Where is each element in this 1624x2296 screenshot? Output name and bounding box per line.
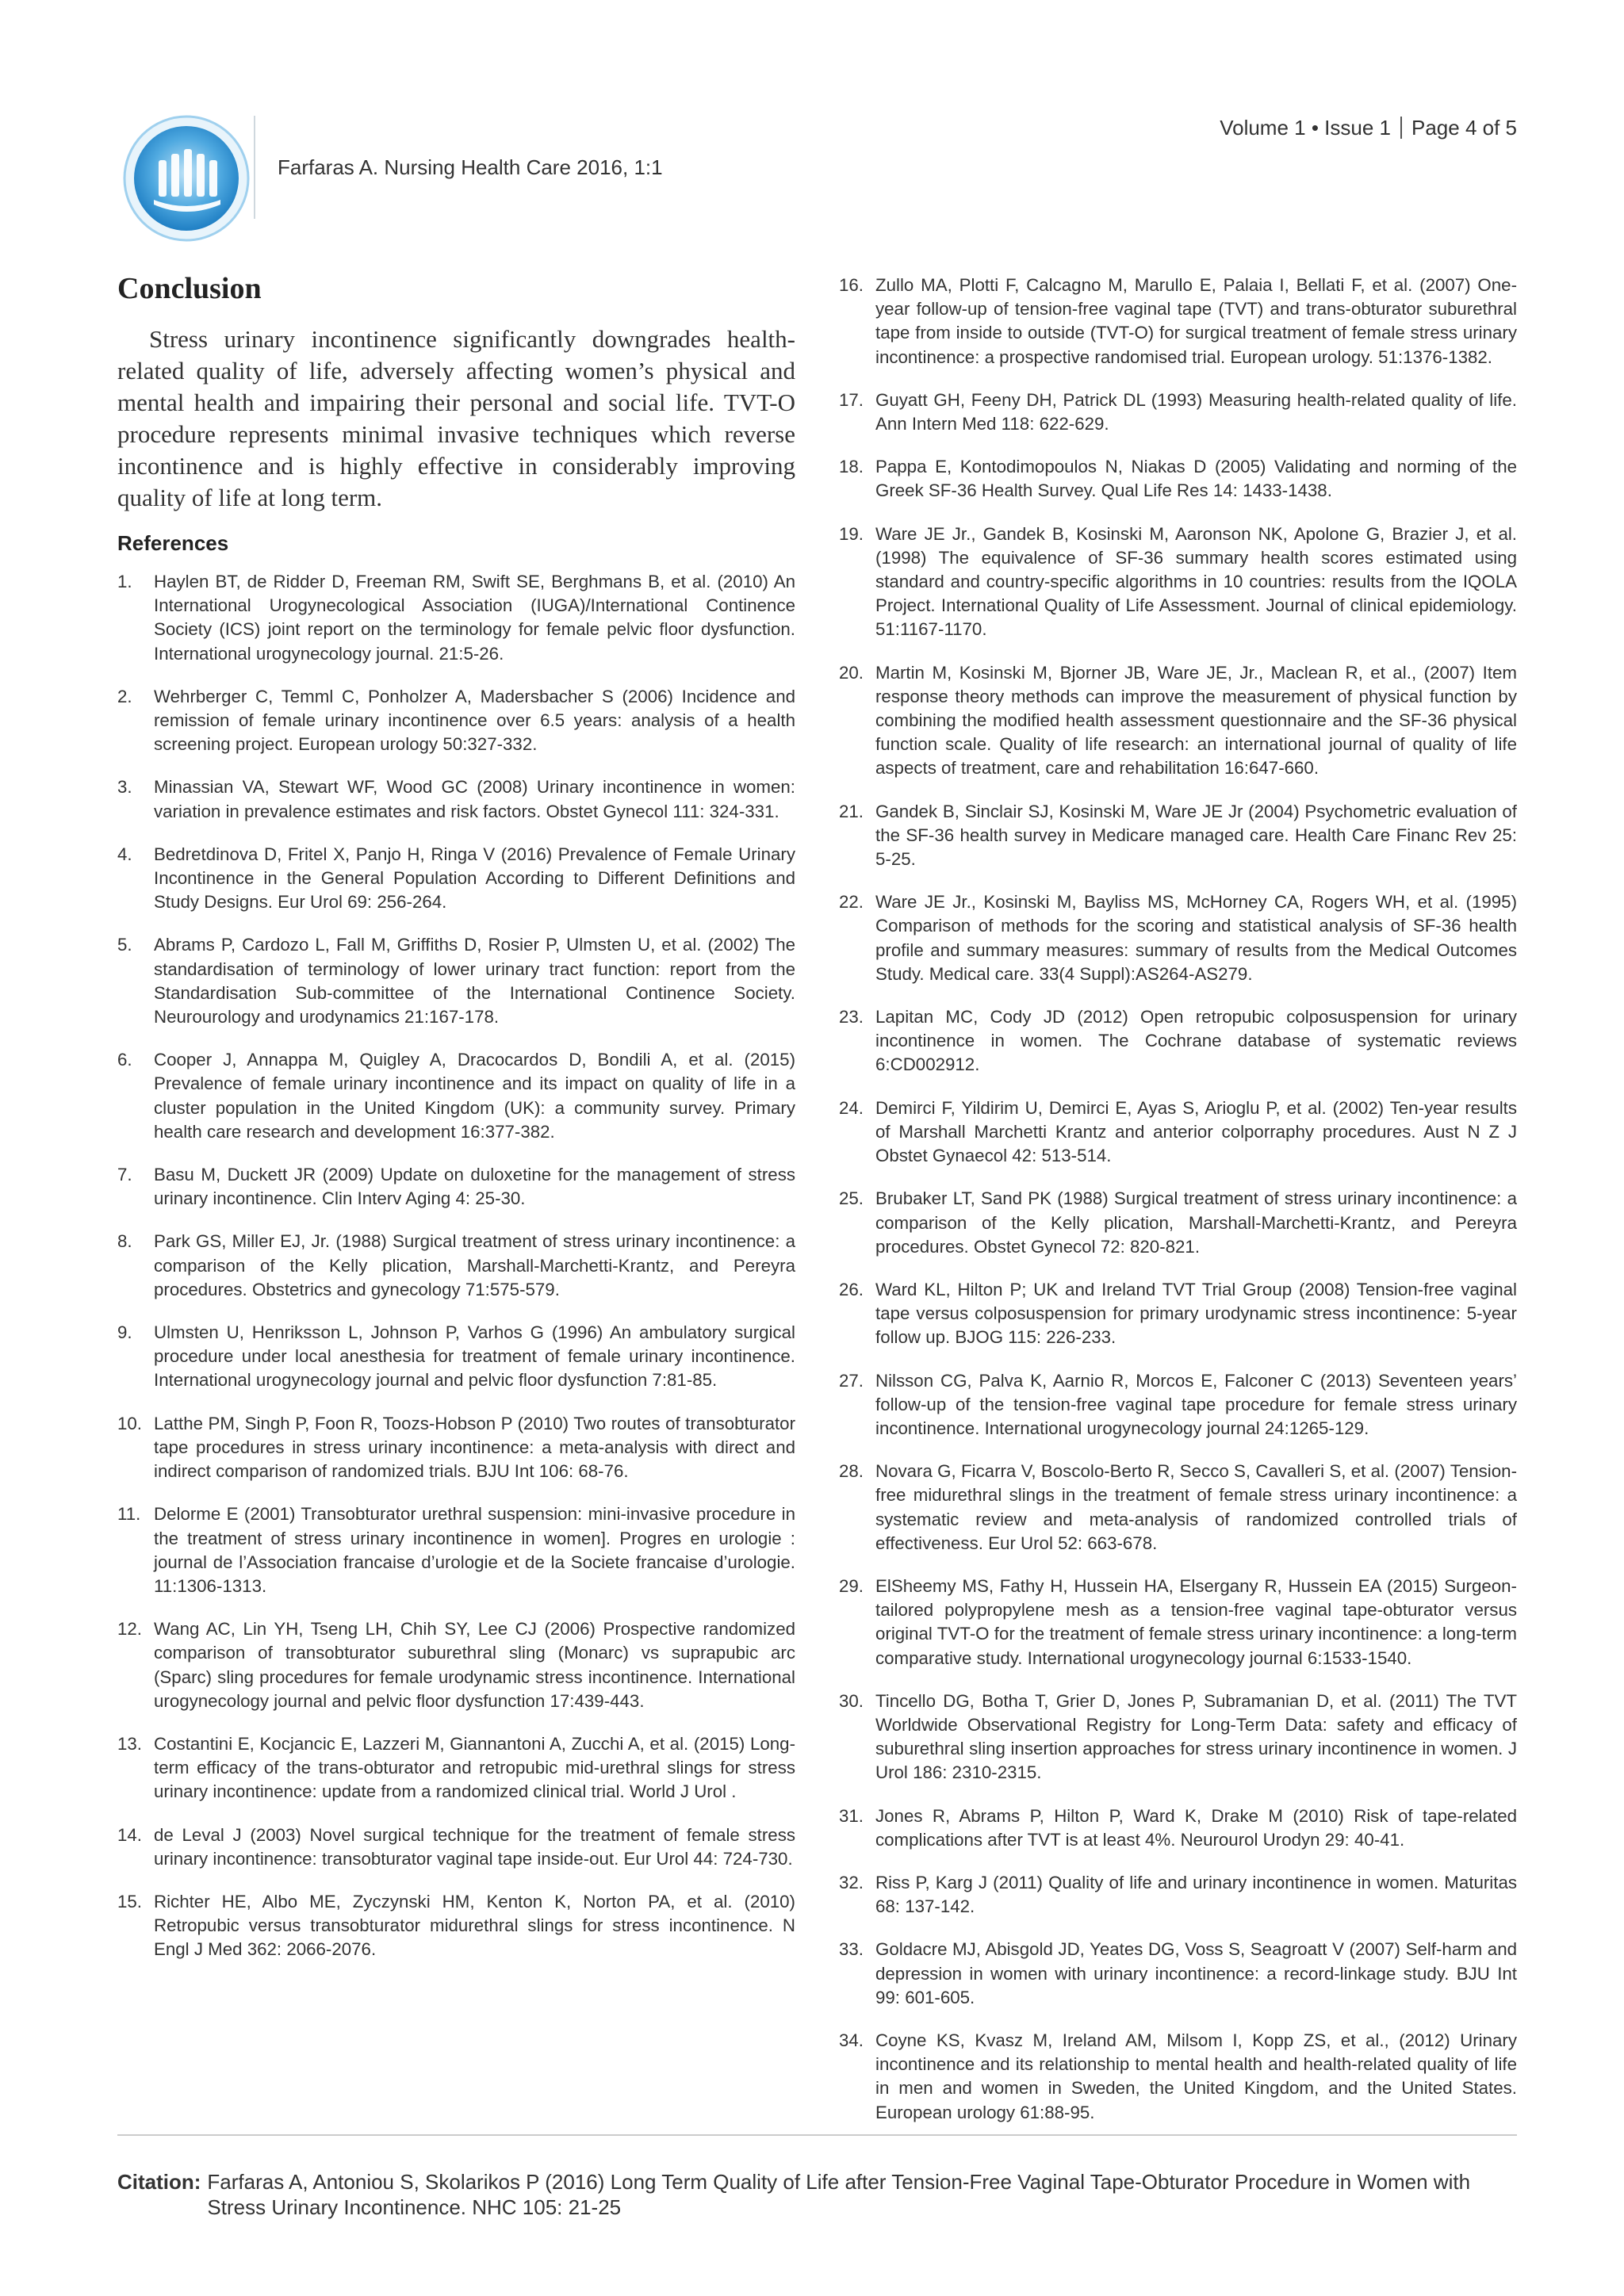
reference-item bbox=[839, 1278, 1517, 1350]
reference-number: 34. bbox=[839, 2030, 864, 2050]
reference-text: Minassian VA, Stewart WF, Wood GC (2008) Urinary incontinence in women: variation in prevalence estimates and risk factors. Obstet Gynecol 111: 324-331. bbox=[154, 777, 795, 821]
citation-label: Citation: bbox=[117, 2170, 201, 2194]
citation-footer bbox=[117, 2169, 1517, 2220]
reference-item bbox=[117, 1048, 795, 1144]
reference-number: 25. bbox=[839, 1188, 864, 1209]
reference-number: 4. bbox=[117, 844, 132, 864]
reference-number: 1. bbox=[117, 572, 132, 591]
reference-number: 18. bbox=[839, 457, 864, 477]
conclusion-heading: Conclusion bbox=[117, 272, 262, 305]
reference-text: Ware JE Jr., Gandek B, Kosinski M, Aaronson NK, Apolone G, Brazier J, et al. (1998) The equivalence of SF-36 summary health scores estimated using standard and country-specific algorithms in 10 countries: results from the IQOLA Project. International Quality of Life Assessment. Journal of clinical epidemiology. 51:1167-1170. bbox=[875, 523, 1517, 640]
reference-item bbox=[117, 685, 795, 757]
reference-number: 11. bbox=[117, 1504, 141, 1525]
reference-text: ElSheemy MS, Fathy H, Hussein HA, Elsergany R, Hussein EA (2015) Surgeon-tailored polypropylene mesh as a tension-free vaginal tape-obturator versus original TVT-O for the treatment of female stress urinary incontinence: a long-term comparative study. International urogynecology journal 6:1533-1540. bbox=[875, 1575, 1517, 1668]
reference-text: Abrams P, Cardozo L, Fall M, Griffiths D, Rosier P, Ulmsten U, et al. (2002) The standardisation of terminology of lower urinary tract function: report from the Standardisation Sub-committee of the International Continence Society. Neurourology and urodynamics 21:167-178. bbox=[154, 935, 795, 1027]
reference-number: 3. bbox=[117, 777, 132, 798]
reference-item bbox=[839, 1871, 1517, 1919]
journal-logo-icon bbox=[119, 111, 254, 246]
reference-number: 30. bbox=[839, 1690, 864, 1711]
reference-text: Haylen BT, de Ridder D, Freeman RM, Swift SE, Berghmans B, et al. (2010) An International Urogynecological Association (IUGA)/International Continence Society (ICS) joint report on the terminology for female pelvic floor dysfunction. International urogynecology journal. 21:5-26. bbox=[154, 572, 795, 664]
reference-text: Basu M, Duckett JR (2009) Update on duloxetine for the management of stress urinary incontinence. Clin Interv Aging 4: 25-30. bbox=[154, 1165, 795, 1209]
reference-number: 29. bbox=[839, 1575, 864, 1596]
reference-text: Gandek B, Sinclair SJ, Kosinski M, Ware JE Jr (2004) Psychometric evaluation of the SF-36 health survey in Medicare managed care. Health Care Financ Rev 25: 5-25. bbox=[875, 801, 1517, 870]
reference-item bbox=[839, 1689, 1517, 1785]
reference-item bbox=[117, 843, 795, 915]
reference-item bbox=[839, 1187, 1517, 1259]
reference-item bbox=[839, 1938, 1517, 2010]
reference-list-right bbox=[839, 274, 1517, 2125]
reference-item bbox=[117, 570, 795, 666]
reference-number: 28. bbox=[839, 1461, 864, 1482]
right-column bbox=[839, 274, 1517, 2144]
reference-item bbox=[117, 1230, 795, 1302]
reference-item bbox=[117, 1732, 795, 1804]
reference-item bbox=[839, 1096, 1517, 1169]
reference-item bbox=[117, 1823, 795, 1871]
reference-text: de Leval J (2003) Novel surgical technique for the treatment of female stress urinary incontinence: transobturator vaginal tape inside-out. Eur Urol 44: 724-730. bbox=[154, 1824, 795, 1869]
reference-text: Pappa E, Kontodimopoulos N, Niakas D (2005) Validating and norming of the Greek SF-36 Health Survey. Qual Life Res 14: 1433-1438. bbox=[875, 457, 1517, 501]
reference-number: 22. bbox=[839, 892, 864, 913]
reference-list-left bbox=[117, 570, 795, 1962]
issue-label: Volume 1 • Issue 1 bbox=[1220, 116, 1391, 140]
reference-number: 31. bbox=[839, 1805, 864, 1826]
issue-page-indicator bbox=[1220, 116, 1517, 140]
reference-number: 33. bbox=[839, 1939, 864, 1960]
reference-text: Cooper J, Annappa M, Quigley A, Dracocardos D, Bondili A, et al. (2015) Prevalence of female urinary incontinence and its impact on quality of life in a cluster population in the United Kingdom (UK): a community survey. Primary health care research and development 16:377-382. bbox=[154, 1050, 795, 1142]
reference-item bbox=[839, 455, 1517, 503]
reference-number: 21. bbox=[839, 801, 864, 821]
reference-text: Costantini E, Kocjancic E, Lazzeri M, Giannantoni A, Zucchi A, et al. (2015) Long-term efficacy of the trans-obturator and retropubic mid-urethral slings for stress urinary incontinence: update from a randomized clinical trial. World J Urol . bbox=[154, 1733, 795, 1802]
reference-text: Wehrberger C, Temml C, Ponholzer A, Madersbacher S (2006) Incidence and remission of female urinary incontinence over 6.5 years: analysis of a health screening project. European urology 50:327-332. bbox=[154, 686, 795, 755]
reference-item bbox=[839, 1575, 1517, 1670]
reference-text: Demirci F, Yildirim U, Demirci E, Ayas S, Arioglu P, et al. (2002) Ten-year results of Marshall Marchetti Krantz and anterior colporraphy procedures. Aust N Z J Obstet Gynaecol 42: 513-514. bbox=[875, 1097, 1517, 1166]
reference-item bbox=[839, 1005, 1517, 1077]
reference-item bbox=[839, 800, 1517, 872]
reference-item bbox=[839, 522, 1517, 642]
reference-number: 19. bbox=[839, 523, 864, 544]
reference-item bbox=[117, 1412, 795, 1484]
reference-text: Ware JE Jr., Kosinski M, Bayliss MS, McHorney CA, Rogers WH, et al. (1995) Comparison of methods for the scoring and statistical analysis of SF-36 health profile and summary measures: summary of results from the Medical Outcomes Study. Medical care. 33(4 Suppl):AS264-AS279. bbox=[875, 892, 1517, 984]
footer-divider bbox=[117, 2134, 1517, 2136]
conclusion-paragraph: Stress urinary incontinence significantly downgrades health-related quality of life, adversely affecting women’s physical and mental health and impairing their personal and social life. TVT-O procedure represents minimal invasive techniques which reverse incontinence and is highly effective in considerably improving quality of life at long term. bbox=[117, 325, 795, 511]
reference-text: Ward KL, Hilton P; UK and Ireland TVT Trial Group (2008) Tension-free vaginal tape versus colposuspension for primary urodynamic stress incontinence: 5-year follow up. BJOG 115: 226-233. bbox=[875, 1279, 1517, 1348]
reference-item bbox=[839, 890, 1517, 986]
left-column bbox=[117, 262, 795, 1981]
reference-number: 12. bbox=[117, 1619, 142, 1640]
reference-number: 5. bbox=[117, 935, 132, 955]
reference-item bbox=[839, 1804, 1517, 1852]
reference-text: Lapitan MC, Cody JD (2012) Open retropubic colposuspension for urinary incontinence in women. The Cochrane database of systematic reviews 6:CD002912. bbox=[875, 1007, 1517, 1075]
reference-number: 9. bbox=[117, 1322, 132, 1343]
reference-item bbox=[839, 274, 1517, 369]
reference-text: Jones R, Abrams P, Hilton P, Ward K, Drake M (2010) Risk of tape-related complications after TVT is at least 4%. Neurourol Urodyn 29: 40-41. bbox=[875, 1805, 1517, 1850]
reference-item bbox=[839, 2029, 1517, 2125]
reference-text: Coyne KS, Kvasz M, Ireland AM, Milsom I, Kopp ZS, et al., (2012) Urinary incontinence and its relationship to mental health and health-related quality of life in men and women in Sweden, the United Kingdom, and the United States. European urology 61:88-95. bbox=[875, 2030, 1517, 2122]
reference-text: Nilsson CG, Palva K, Aarnio R, Morcos E, Falconer C (2013) Seventeen years’ follow-up of the tension-free vaginal tape procedure for female stress urinary incontinence. International urogynecology journal 24:1265-129. bbox=[875, 1370, 1517, 1438]
reference-item bbox=[839, 1460, 1517, 1556]
reference-text: Latthe PM, Singh P, Foon R, Toozs-Hobson P (2010) Two routes of transobturator tape procedures in stress urinary incontinence: a meta-analysis with direct and indirect comparison of randomized trials. BJU Int 106: 68-76. bbox=[154, 1413, 795, 1482]
reference-text: Bedretdinova D, Fritel X, Panjo H, Ringa V (2016) Prevalence of Female Urinary Incontinence in the General Population According to Different Definitions and Study Designs. Eur Urol 69: 256-264. bbox=[154, 844, 795, 913]
reference-number: 10. bbox=[117, 1413, 142, 1433]
reference-number: 6. bbox=[117, 1050, 132, 1070]
reference-number: 8. bbox=[117, 1231, 132, 1252]
reference-item bbox=[839, 661, 1517, 781]
journal-citation-header: Farfaras A. Nursing Health Care 2016, 1:1 bbox=[278, 155, 663, 179]
reference-item bbox=[117, 1321, 795, 1393]
reference-text: Guyatt GH, Feeny DH, Patrick DL (1993) Measuring health-related quality of life. Ann Intern Med 118: 622-629. bbox=[875, 389, 1517, 434]
reference-text: Goldacre MJ, Abisgold JD, Yeates DG, Voss S, Seagroatt V (2007) Self-harm and depression in women with urinary incontinence: a record-linkage study. BJU Int 99: 601-605. bbox=[875, 1939, 1517, 2007]
reference-text: Park GS, Miller EJ, Jr. (1988) Surgical treatment of stress urinary incontinence: a comparison of the Kelly plication, Marshall-Marchetti-Krantz, and Pereyra procedures. Obstetrics and gynecology 71:575-579. bbox=[154, 1231, 795, 1299]
reference-number: 23. bbox=[839, 1007, 864, 1027]
reference-item bbox=[839, 1369, 1517, 1441]
reference-text: Brubaker LT, Sand PK (1988) Surgical treatment of stress urinary incontinence: a comparison of the Kelly plication, Marshall-Marchetti-Krantz, and Pereyra procedures. Obstet Gynecol 72: 820-821. bbox=[875, 1188, 1517, 1257]
page-label: Page 4 of 5 bbox=[1411, 116, 1517, 140]
reference-item bbox=[117, 1163, 795, 1211]
reference-text: Tincello DG, Botha T, Grier D, Jones P, Subramanian D, et al. (2011) The TVT Worldwide Observational Registry for Long-Term Data: safety and efficacy of suburethral sling insertion approaches for stress urinary incontinence in women. J Urol 186: 2310-2315. bbox=[875, 1690, 1517, 1783]
reference-number: 15. bbox=[117, 1891, 142, 1911]
citation-text: Farfaras A, Antoniou S, Skolarikos P (2016) Long Term Quality of Life after Tension-Free Vaginal Tape-Obturator Procedure in Women with Stress Urinary Incontinence. NHC 105: 21-25 bbox=[207, 2170, 1471, 2219]
reference-item bbox=[839, 388, 1517, 436]
references-heading: References bbox=[117, 531, 229, 555]
reference-number: 16. bbox=[839, 275, 864, 295]
reference-item bbox=[117, 1502, 795, 1598]
reference-number: 17. bbox=[839, 389, 864, 410]
reference-number: 26. bbox=[839, 1279, 864, 1299]
reference-text: Ulmsten U, Henriksson L, Johnson P, Varhos G (1996) An ambulatory surgical procedure under local anesthesia for treatment of female urinary incontinence. International urogynecology journal and pelvic floor dysfunction 7:81-85. bbox=[154, 1322, 795, 1391]
reference-text: Delorme E (2001) Transobturator urethral suspension: mini-invasive procedure in the treatment of stress urinary incontinence in women]. Progres en urologie : journal de l’Association francaise d’urologie et de la Societe francaise d’urologie. 11:1306-1313. bbox=[154, 1504, 795, 1596]
reference-text: Zullo MA, Plotti F, Calcagno M, Marullo E, Palaia I, Bellati F, et al. (2007) One-year follow-up of tension-free vaginal tape (TVT) and trans-obturator suburethral tape from inside to outside (TVT-O) for surgical treatment of female stress urinary incontinence: a prospective randomised trial. European urology. 51:1376-1382. bbox=[875, 275, 1517, 367]
reference-text: Martin M, Kosinski M, Bjorner JB, Ware JE, Jr., Maclean R, et al., (2007) Item response theory methods can improve the measurement of physical function by combining the modified health assessment questionnaire and the SF-36 physical function scale. Quality of life research: an international journal of quality of life aspects of treatment, care and rehabilitation 16:647-660. bbox=[875, 662, 1517, 779]
reference-number: 14. bbox=[117, 1824, 142, 1845]
reference-item bbox=[117, 1890, 795, 1962]
reference-number: 7. bbox=[117, 1165, 132, 1185]
issue-separator bbox=[1400, 117, 1402, 139]
reference-number: 2. bbox=[117, 686, 132, 706]
reference-item bbox=[117, 933, 795, 1029]
reference-item bbox=[117, 1617, 795, 1713]
header-divider bbox=[254, 116, 255, 219]
reference-text: Wang AC, Lin YH, Tseng LH, Chih SY, Lee CJ (2006) Prospective randomized comparison of transobturator suburethral sling (Monarc) vs suprapubic arc (Sparc) sling procedures for female urodynamic stress incontinence. International urogynecology journal and pelvic floor dysfunction 17:439-443. bbox=[154, 1619, 795, 1711]
reference-number: 20. bbox=[839, 662, 864, 683]
reference-text: Richter HE, Albo ME, Zyczynski HM, Kenton K, Norton PA, et al. (2010) Retropubic versus transobturator midurethral slings for stress incontinence. N Engl J Med 362: 2066-2076. bbox=[154, 1891, 795, 1960]
reference-number: 13. bbox=[117, 1733, 142, 1754]
reference-text: Riss P, Karg J (2011) Quality of life and urinary incontinence in women. Maturitas 68: 137-142. bbox=[875, 1872, 1517, 1917]
reference-item bbox=[117, 775, 795, 823]
reference-text: Novara G, Ficarra V, Boscolo-Berto R, Secco S, Cavalleri S, et al. (2007) Tension-free midurethral slings in the treatment of female stress urinary incontinence: a systematic review and meta-analysis of randomized controlled trials of effectiveness. Eur Urol 52: 663-678. bbox=[875, 1461, 1517, 1553]
reference-number: 24. bbox=[839, 1097, 864, 1118]
reference-number: 32. bbox=[839, 1872, 864, 1892]
reference-number: 27. bbox=[839, 1370, 864, 1391]
